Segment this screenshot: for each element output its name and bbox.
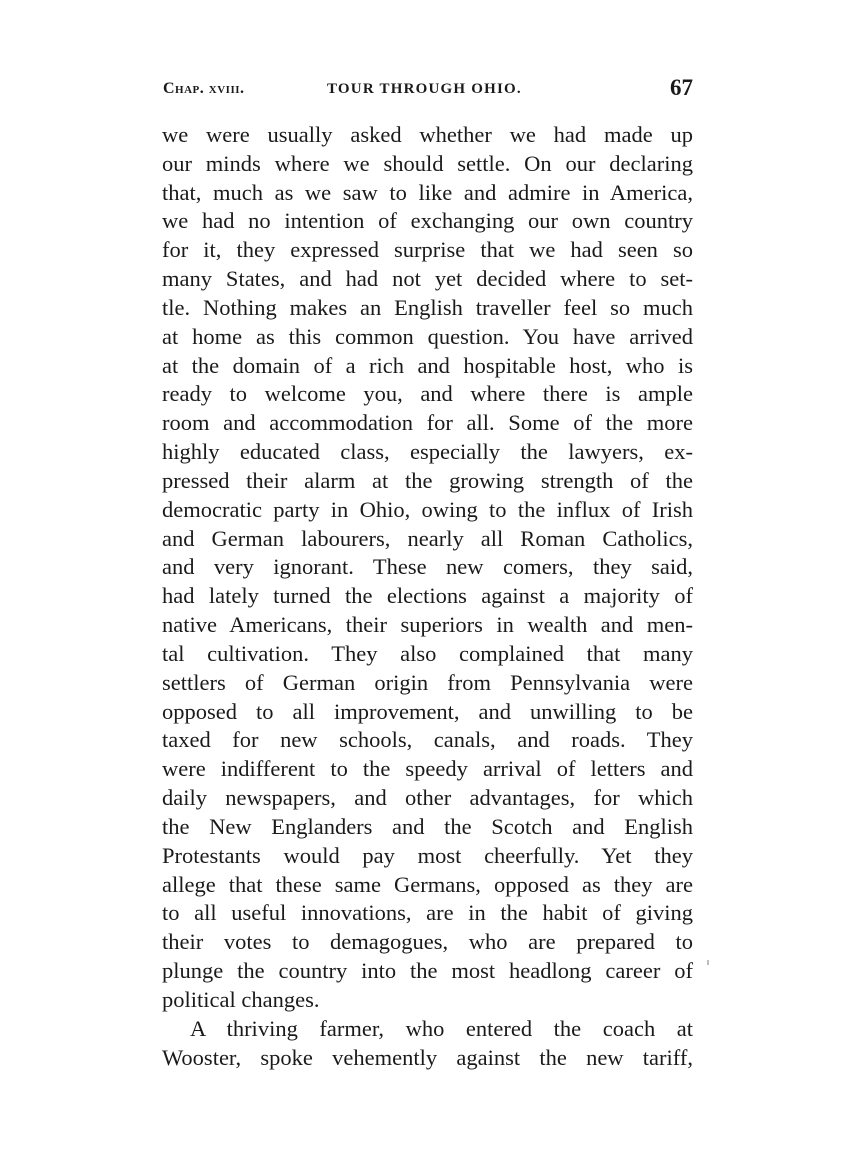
text-line: opposed to all improvement, and unwilling to be <box>162 698 693 724</box>
ink-speck <box>707 960 709 965</box>
text-line: pressed their alarm at the growing strength of the <box>162 467 693 493</box>
text-line: ready to welcome you, and where there is ample <box>162 381 693 407</box>
text-line: were indifferent to the speedy arrival of letters and <box>162 756 693 782</box>
text-line: that, much as we saw to like and admire in America, <box>162 179 693 205</box>
page-number: 67 <box>670 75 693 100</box>
paragraph <box>162 1015 693 1073</box>
text-line: A thriving farmer, who entered the coach at <box>190 1015 693 1041</box>
text-line: our minds where we should settle. On our declaring <box>162 150 693 176</box>
text-line: settlers of German origin from Pennsylvania were <box>162 669 693 695</box>
text-line: their votes to demagogues, who are prepared to <box>162 929 693 955</box>
running-head <box>163 76 693 106</box>
text-line: for it, they expressed surprise that we had seen so <box>162 237 693 263</box>
text-line: democratic party in Ohio, owing to the influx of Irish <box>162 496 693 522</box>
paragraph <box>162 121 693 1015</box>
text-line: political changes. <box>162 986 320 1012</box>
text-line: daily newspapers, and other advantages, for which <box>162 785 693 811</box>
text-line: we had no intention of exchanging our own country <box>162 208 693 234</box>
running-title: TOUR THROUGH OHIO. <box>327 81 522 97</box>
text-line: Protestants would pay most cheerfully. Yet they <box>162 842 693 868</box>
text-line: to all useful innovations, are in the habit of giving <box>162 900 693 926</box>
text-line: tal cultivation. They also complained that many <box>162 640 693 666</box>
text-line: allege that these same Germans, opposed as they are <box>162 871 693 897</box>
text-line: highly educated class, especially the lawyers, ex- <box>162 439 693 465</box>
text-line: plunge the country into the most headlong career of <box>162 958 693 984</box>
text-line: we were usually asked whether we had made up <box>162 122 693 147</box>
chapter-label: Chap. xviii. <box>163 80 245 97</box>
text-line: many States, and had not yet decided where to set- <box>162 266 693 292</box>
text-line: taxed for new schools, canals, and roads. They <box>162 727 693 753</box>
text-line: and very ignorant. These new comers, they said, <box>162 554 693 580</box>
text-line: at the domain of a rich and hospitable host, who is <box>162 352 693 378</box>
text-line: native Americans, their superiors in wealth and men- <box>162 612 693 638</box>
text-line: the New Englanders and the Scotch and English <box>162 813 693 839</box>
text-line: tle. Nothing makes an English traveller feel so much <box>162 294 693 320</box>
text-line: at home as this common question. You have arrived <box>162 323 693 349</box>
body-text <box>162 121 693 1072</box>
text-line: Wooster, spoke vehemently against the new tariff, <box>162 1044 693 1070</box>
text-line: had lately turned the elections against a majority of <box>162 583 693 609</box>
text-line: and German labourers, nearly all Roman Catholics, <box>162 525 693 551</box>
text-line: room and accommodation for all. Some of the more <box>162 410 693 436</box>
